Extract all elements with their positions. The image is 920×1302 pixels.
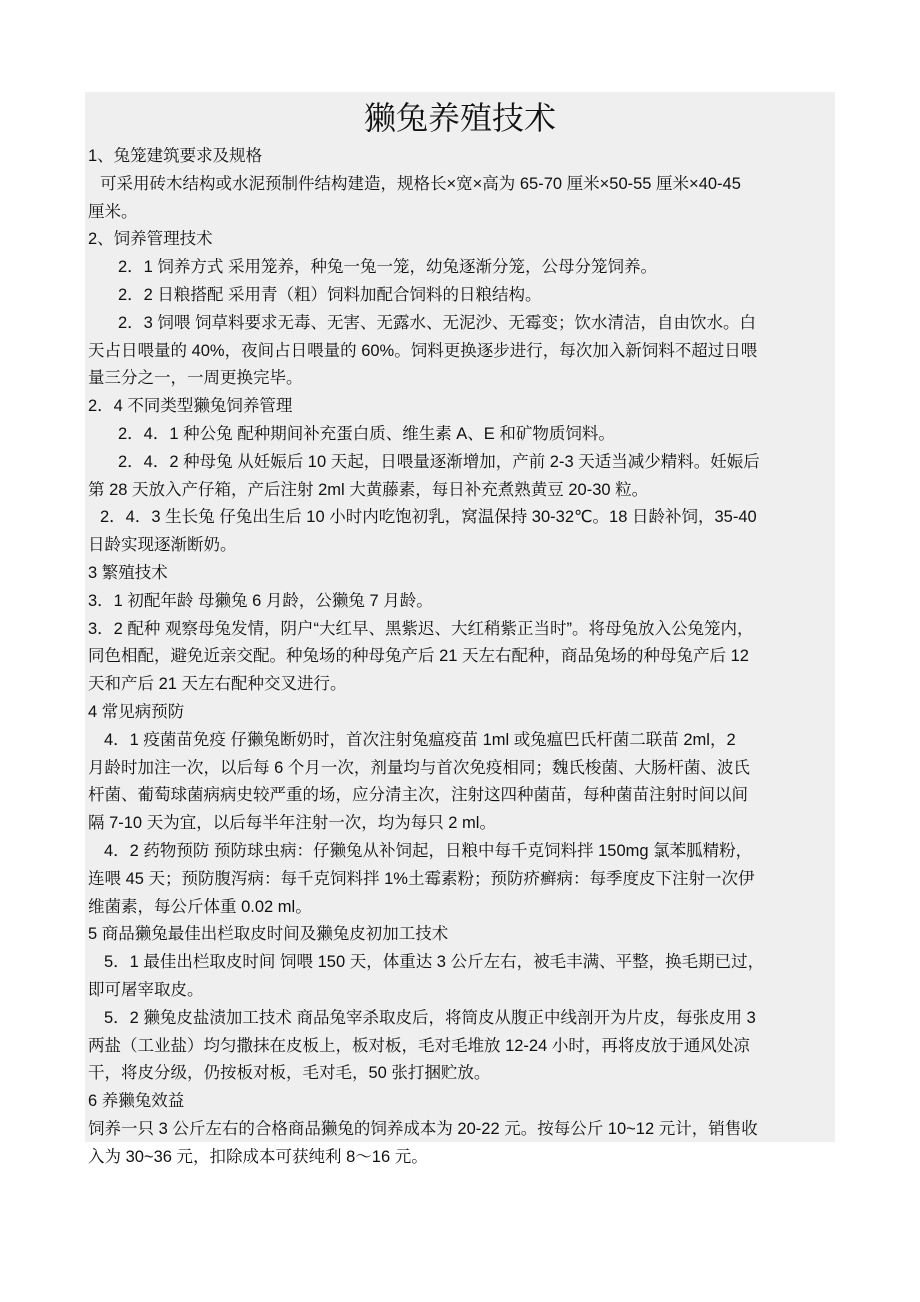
text-line: 2．1 饲养方式 采用笼养，种兔一兔一笼，幼兔逐渐分笼，公母分笼饲养。 [118,258,658,277]
document-body [88,143,848,1171]
section-heading: 1、兔笼建筑要求及规格 [88,147,263,165]
text-line: 杆菌、葡萄球菌病病史较严重的场，应分清主次，注射这四种菌苗，每种菌苗注射时间以间 [88,786,748,805]
text-line: 量三分之一，一周更换完毕。 [88,369,303,388]
document-title: 獭兔养殖技术 [363,100,556,136]
text-line: 4．2 药物预防 预防球虫病：仔獭兔从补饲起，日粮中每千克饲料拌 150mg 氯苯胍精粉， [104,841,753,860]
text-line: 月龄时加注一次，以后每 6 个月一次，剂量均与首次免疫相同；魏氏梭菌、大肠杆菌、波氏 [88,758,750,777]
text-line: 3．1 初配年龄 母獭兔 6 月龄，公獭兔 7 月龄。 [88,591,433,610]
text-line: 3．2 配种 观察母兔发情，阴户“大红早、黑紫迟、大红稍紫正当时”。将母兔放入公兔笼内， [88,619,754,638]
text-line: 入为 30~36 元，扣除成本可获纯利 8～16 元。 [88,1147,428,1166]
text-line: 连喂 45 天；预防腹泻病：每千克饲料拌 1%土霉素粉；预防疥癣病：每季度皮下注射一次伊 [88,869,755,888]
text-line: 天和产后 21 天左右配种交叉进行。 [88,675,347,694]
text-line: 同色相配，避免近亲交配。种兔场的种母兔产后 21 天左右配种，商品兔场的种母兔产后 12 [88,647,749,666]
text-line: 天占日喂量的 40%，夜间占日喂量的 60%。饲料更换逐步进行，每次加入新饲料不超过日喂 [88,341,758,360]
text-line: 日龄实现逐渐断奶。 [88,536,237,555]
text-line: 厘米。 [88,202,138,221]
section-heading: 5 商品獭兔最佳出栏取皮时间及獭兔皮初加工技术 [88,925,449,944]
text-line: 2．4．1 种公兔 配种期间补充蛋白质、维生素 A、E 和矿物质饲料。 [118,424,615,443]
text-line: 2．4．3 生长兔 仔兔出生后 10 小时内吃饱初乳，窝温保持 30-32℃。18 日龄补饲，35-40 [100,508,757,527]
text-line: 可采用砖木结构或水泥预制件结构建造，规格长×宽×高为 65-70 厘米×50-55 厘米×40-45 [100,174,741,193]
text-line: 两盐（工业盐）均匀撒抹在皮板上，板对板，毛对毛堆放 12-24 小时，再将皮放于通风处凉 [88,1036,750,1055]
section-heading: 2、饲养管理技术 [88,230,213,249]
text-line: 2．2 日粮搭配 采用青（粗）饲料加配合饲料的日粮结构。 [118,285,542,304]
text-line: 5．1 最佳出栏取皮时间 饲喂 150 天，体重达 3 公斤左右，被毛丰满、平整，换毛期已过， [104,953,765,972]
text-line: 干，将皮分级，仍按板对板，毛对毛，50 张打捆贮放。 [88,1064,491,1083]
section-heading: 6 养獭兔效益 [88,1092,185,1111]
section-heading: 3 繁殖技术 [88,563,168,582]
text-line: 2．3 饲喂 饲草料要求无毒、无害、无露水、无泥沙、无霉变；饮水清洁，自由饮水。白 [118,313,757,332]
text-line: 即可屠宰取皮。 [88,980,204,999]
text-line: 4．1 疫菌苗免疫 仔獭兔断奶时，首次注射兔瘟疫苗 1ml 或兔瘟巴氏杆菌二联苗 2ml，2 [104,730,736,749]
text-line: 饲养一只 3 公斤左右的合格商品獭兔的饲养成本为 20-22 元。按每公斤 10~12 元计，销售收 [88,1119,758,1138]
text-line: 第 28 天放入产仔箱，产后注射 2ml 大黄藤素，每日补充煮熟黄豆 20-30 粒。 [88,480,649,499]
section-heading: 4 常见病预防 [88,702,185,721]
text-line: 2．4 不同类型獭兔饲养管理 [88,397,293,416]
text-line: 维菌素，每公斤体重 0.02 ml。 [88,897,312,916]
text-line: 2．4．2 种母兔 从妊娠后 10 天起，日喂量逐渐增加，产前 2-3 天适当减少精料。妊娠后 [118,452,760,471]
text-line: 5．2 獭兔皮盐渍加工技术 商品兔宰杀取皮后，将筒皮从腹正中线剖开为片皮，每张皮用 3 [104,1008,756,1027]
text-line: 隔 7-10 天为宜，以后每半年注射一次，均为每只 2 ml。 [88,814,496,833]
